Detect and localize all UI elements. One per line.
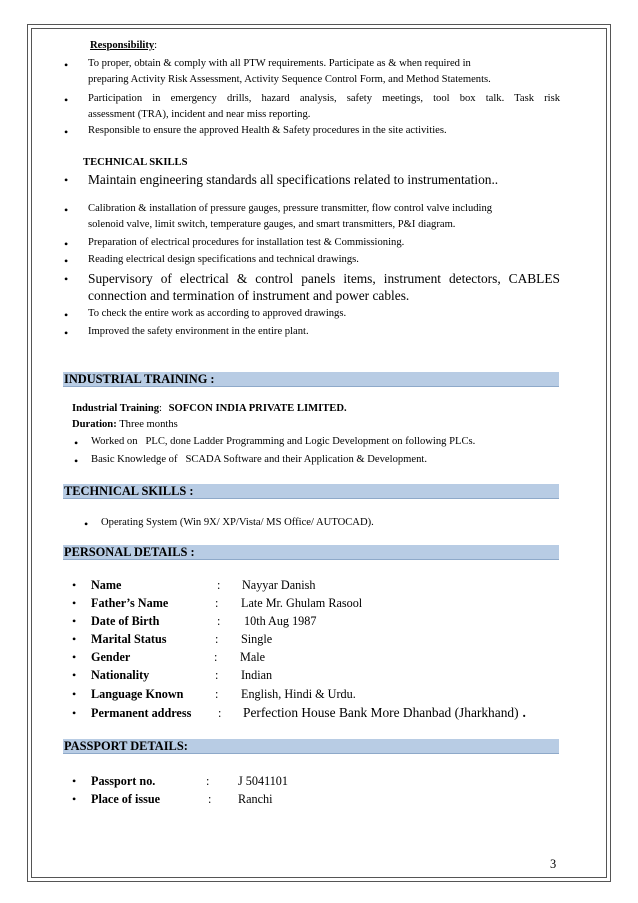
detail-value: English, Hindi & Urdu. [241,687,356,701]
bullet: • [72,578,77,592]
personal-detail-row: • Language Known : English, Hindi & Urdu. [72,687,356,701]
personal-detail-row: • Name : Nayyar Danish [72,578,316,592]
personal-detail-row: • Marital Status : Single [72,632,273,646]
list-item: Improved the safety environment in the entire plant. [88,326,309,337]
bullet: • [64,173,69,187]
list-item: To check the entire work as according to approved drawings. [88,308,347,319]
technical-skills-subheading: TECHNICAL SKILLS [83,157,188,168]
bullet: • [64,272,69,286]
list-item: Operating System (Win 9X/ XP/Vista/ MS Office/ AUTOCAD). [101,517,374,528]
detail-label: Permanent address [91,706,192,720]
bullet: • [64,326,69,340]
bullet: • [72,632,77,646]
detail-value: Perfection House Bank More Dhanbad (Jharkhand) . [243,705,526,720]
personal-detail-row: • Nationality : Indian [72,668,273,682]
bullet: • [72,774,77,788]
bullet: • [72,614,77,628]
list-item: Calibration & installation of pressure gauges, pressure transmitter, flow control valve including solenoid valve, limit switch, temperature gauges, and smart transmitters, P&I diagram. [88,203,493,230]
detail-value: 10th Aug 1987 [244,614,317,628]
bullet: • [84,517,89,531]
bullet: • [64,308,69,322]
bullet: • [64,203,69,217]
bullet: • [64,93,69,107]
passport-detail-row: • Passport no. : J 5041101 [72,774,288,788]
section-header-passport-details: PASSPORT DETAILS: [63,739,559,754]
detail-value: Ranchi [238,792,273,806]
bullet: • [64,58,69,72]
list-item: Preparation of electrical procedures for installation test & Commissioning. [88,237,405,248]
personal-detail-row: • Permanent address : Perfection House Bank More Dhanbad (Jharkhand) . [72,705,526,720]
list-item: Participation in emergency drills, hazard analysis, safety meetings, tool box talk. Task risk assessment (TRA), incident and near miss reporting. [88,93,560,120]
bullet: • [64,254,69,268]
list-item: Supervisory of electrical & control panels items, instrument detectors, CABLES connection and termination of instrument and power cables. [88,271,560,303]
duration-line: Duration: Three months [72,419,178,430]
bullet: • [74,436,79,450]
list-item: Maintain engineering standards all specifications related to instrumentation.. [88,172,499,187]
list-item: Reading electrical design specifications and technical drawings. [88,254,359,265]
personal-detail-row: • Father’s Name : Late Mr. Ghulam Rasool [72,596,363,610]
detail-value: J 5041101 [238,774,288,788]
detail-value: Indian [241,668,273,682]
responsibility-heading: Responsibility: [90,40,158,51]
detail-value: Male [240,650,266,664]
bullet: • [64,125,69,139]
detail-label: Place of issue [91,792,161,806]
list-item: To proper, obtain & comply with all PTW requirements. Participate as & when required in preparing Activity Risk Assessment, Activity Sequence Control Form, and Method Statements. [88,58,491,85]
detail-label: Date of Birth [91,614,160,628]
section-header-industrial-training: INDUSTRIAL TRAINING : [63,372,559,387]
bullet: • [72,596,77,610]
detail-label: Name [91,578,122,592]
page-number: 3 [550,857,557,871]
personal-detail-row: • Gender : Male [72,650,266,664]
bullet: • [72,706,77,720]
industrial-training-line: Industrial Training: SOFCON INDIA PRIVATE LIMITED. [72,403,347,414]
detail-label: Passport no. [91,774,156,788]
bullet: • [72,792,77,806]
section-header-technical-skills: TECHNICAL SKILLS : [63,484,559,499]
section-header-personal-details: PERSONAL DETAILS : [63,545,559,560]
bullet: • [72,650,77,664]
bullet: • [72,687,77,701]
detail-value: Nayyar Danish [242,578,316,592]
detail-value: Late Mr. Ghulam Rasool [241,596,363,610]
detail-label: Marital Status [91,632,167,646]
list-item: Responsible to ensure the approved Health & Safety procedures in the site activities. [88,125,447,136]
bullet: • [64,237,69,251]
detail-label: Nationality [91,668,150,682]
detail-label: Language Known [91,687,184,701]
list-item: Basic Knowledge of SCADA Software and their Application & Development. [91,454,427,465]
passport-detail-row: • Place of issue : Ranchi [72,792,273,806]
detail-value: Single [241,632,273,646]
list-item: Worked on PLC, done Ladder Programming and Logic Development on following PLCs. [91,436,476,447]
detail-label: Father’s Name [91,596,169,610]
bullet: • [72,668,77,682]
detail-label: Gender [91,650,131,664]
bullet: • [74,454,79,468]
personal-detail-row: • Date of Birth : 10th Aug 1987 [72,614,317,628]
